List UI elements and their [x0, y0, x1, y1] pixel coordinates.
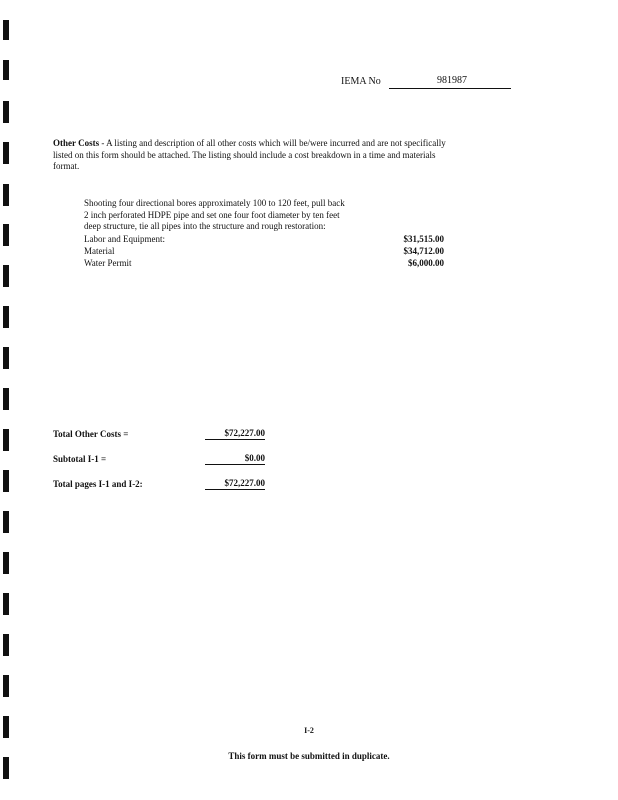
cost-item-label: Labor and Equipment:	[84, 234, 165, 244]
binding-mark	[3, 552, 9, 574]
cost-item-label: Material	[84, 246, 115, 256]
binding-mark	[3, 675, 9, 697]
intro-line-1	[53, 138, 523, 150]
subtotal-value: $0.00	[205, 453, 265, 465]
binding-mark	[3, 265, 9, 287]
binding-mark	[3, 511, 9, 533]
binding-mark	[3, 224, 9, 246]
description-line: Shooting four directional bores approximately 100 to 120 feet, pull back	[84, 198, 345, 208]
description-line: deep structure, tie all pipes into the structure and rough restoration:	[84, 221, 326, 231]
binding-mark	[3, 142, 9, 164]
cost-item-row	[84, 258, 444, 270]
cost-item-row	[84, 246, 444, 258]
intro-heading: Other Costs	[53, 138, 100, 148]
intro-paragraph	[53, 138, 523, 173]
intro-line-2: listed on this form should be attached. The listing should include a cost breakdown in a time and materials	[53, 149, 436, 160]
iema-label: IEMA No	[341, 76, 381, 87]
total-other-costs-value: $72,227.00	[205, 428, 265, 440]
cost-item-label: Water Permit	[84, 258, 132, 268]
binding-mark	[3, 429, 9, 451]
footer-note: This form must be submitted in duplicate.	[228, 751, 390, 761]
binding-mark	[3, 593, 9, 615]
page-number: I-2	[304, 726, 314, 735]
binding-mark	[3, 20, 9, 40]
cost-description	[84, 198, 404, 233]
cost-item-amount: $6,000.00	[408, 258, 444, 268]
intro-line-3: format.	[53, 161, 80, 171]
iema-number: 981987	[437, 75, 467, 86]
cost-item-amount: $34,712.00	[403, 246, 444, 256]
total-pages-value: $72,227.00	[205, 478, 265, 490]
total-other-costs-label: Total Other Costs =	[53, 429, 129, 439]
binding-mark	[3, 388, 9, 410]
binding-mark	[3, 101, 9, 123]
binding-mark	[3, 347, 9, 369]
description-line: 2 inch perforated HDPE pipe and set one four foot diameter by ten feet	[84, 209, 340, 220]
binding-mark	[3, 470, 9, 492]
subtotal-label: Subtotal I-1 =	[53, 454, 107, 464]
cost-item-amount: $31,515.00	[403, 234, 444, 244]
binding-mark	[3, 184, 9, 206]
binding-mark	[3, 634, 9, 656]
intro-text-1: - A listing and description of all other costs which will be/were incurred and are not specifically	[99, 138, 446, 148]
binding-mark	[3, 306, 9, 328]
iema-number-line	[389, 88, 511, 89]
cost-item-row	[84, 234, 444, 246]
binding-mark	[3, 60, 9, 80]
total-pages-label: Total pages I-1 and I-2:	[53, 479, 143, 489]
